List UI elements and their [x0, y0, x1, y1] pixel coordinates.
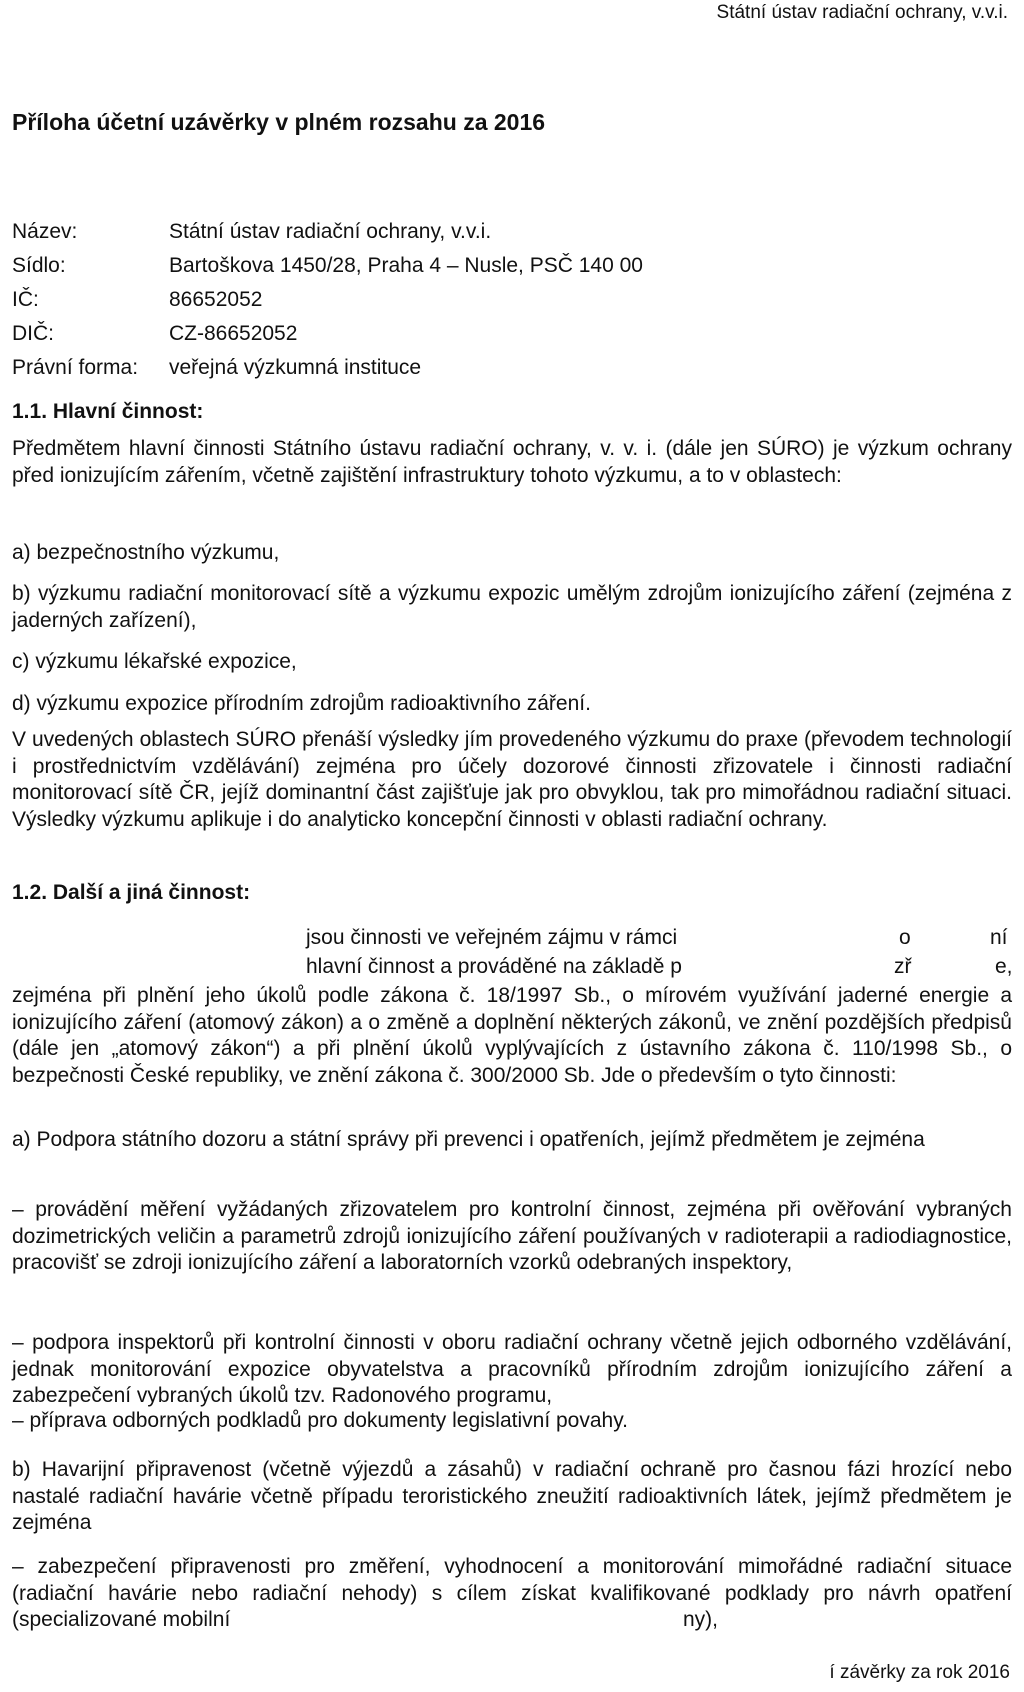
main-activity-item-b: b) výzkumu radiační monitorovací sítě a výzkumu expozic umělým zdrojům ionizujícího záření (zejména z jaderných zařízení),	[12, 582, 1012, 632]
running-header: Státní ústav radiační ochrany, v.v.i.	[716, 2, 1008, 23]
partial-text-line	[12, 926, 1012, 953]
section-heading-main-activity: 1.1. Hlavní činnost:	[12, 400, 204, 423]
other-activity-bullet: – zabezpečení připravenosti pro změření, vyhodnocení a monitorování mimořádné radiační situace (radiační havárie nebo radiační nehody) s cílem získat kvalifikované podklady pro návrh opatření (specializované mobilní	[12, 1555, 1012, 1632]
other-activity-bullet: – příprava odborných podkladů pro dokumenty legislativní povahy.	[12, 1409, 628, 1432]
other-activity-bullet: – provádění měření vyžádaných zřizovatelem pro kontrolní činnost, zejména při ověřování vybraných dozimetrických veličin a parametrů zdrojů ionizujícího záření používaných v radioterapii a radiodiagnostice, pracovišť se zdroji ionizujícího záření a laboratorních vzorků odebraných inspektory,	[12, 1198, 1012, 1275]
info-label-seat: Sídlo:	[12, 254, 66, 277]
main-activity-closing: V uvedených oblastech SÚRO přenáší výsledky jím provedeného výzkumu do praxe (převodem technologií i prostřednictvím vzdělávání) zejména pro účely dozorové činnosti zřizovatele i činnosti radiační monitorovací sítě ČR, jejíž dominantní část zajišťuje jak pro obvyklou, tak pro mimořádnou radiační situaci. Výsledky výzkumu aplikuje i do analyticko koncepční činnosti v oblasti radiační ochrany.	[12, 728, 1012, 832]
info-label-legal-form: Právní forma:	[12, 356, 139, 379]
section-heading-other-activity: 1.2. Další a jiná činnost:	[12, 881, 251, 904]
document-title: Příloha účetní uzávěrky v plném rozsahu za 2016	[12, 109, 546, 135]
partial-text-segment: jsou činnosti ve veřejném zájmu v rámci	[306, 926, 678, 949]
other-activity-item-b: b) Havarijní připravenost (včetně výjezdů a zásahů) v radiační ochraně pro časnou fázi hrozící nebo nastalé radiační havárie včetně případu teroristického zneužití radioaktivních látek, jejímž předmětem je zejména	[12, 1458, 1012, 1535]
running-footer: í závěrky za rok 2016	[829, 1662, 1010, 1683]
info-value-dic: CZ-86652052	[169, 322, 298, 345]
main-activity-item-d: d) výzkumu expozice přírodním zdrojům radioaktivního záření.	[12, 692, 591, 715]
main-activity-intro: Předmětem hlavní činnosti Státního ústavu radiační ochrany, v. v. i. (dále jen SÚRO) je výzkum ochrany před ionizujícím zářením, včetně zajištění infrastruktury tohoto výzkumu, a to v oblastech:	[12, 437, 1012, 487]
partial-text-segment: hlavní činnost a prováděné na základě p	[306, 955, 682, 978]
partial-text-segment: ní	[990, 926, 1008, 949]
info-label-dic: DIČ:	[12, 322, 54, 345]
info-value-name: Státní ústav radiační ochrany, v.v.i.	[169, 220, 492, 243]
partial-text-segment: e,	[995, 955, 1013, 978]
info-label-name: Název:	[12, 220, 78, 243]
partial-text-segment: zř	[894, 955, 912, 978]
info-value-seat: Bartoškova 1450/28, Praha 4 – Nusle, PSČ 140 00	[169, 254, 643, 277]
info-label-ic: IČ:	[12, 288, 39, 311]
main-activity-item-a: a) bezpečnostního výzkumu,	[12, 541, 280, 564]
partial-text-line	[12, 955, 1012, 982]
info-value-ic: 86652052	[169, 288, 263, 311]
info-value-legal-form: veřejná výzkumná instituce	[169, 356, 422, 379]
other-activity-bullet: – podpora inspektorů při kontrolní činnosti v oboru radiační ochrany včetně jejich odborného vzdělávání, jednak monitorování expozice obyvatelstva a pracovníků přírodním zdrojům ionizujícího záření a zabezpečení vybraných úkolů tzv. Radonového programu,	[12, 1331, 1012, 1408]
identification-block	[12, 220, 1012, 380]
other-activity-item-a: a) Podpora státního dozoru a státní správy při prevenci i opatřeních, jejímž předmětem je zejména	[12, 1128, 925, 1151]
main-activity-item-c: c) výzkumu lékařské expozice,	[12, 650, 297, 673]
other-activity-paragraph: zejména při plnění jeho úkolů podle zákona č. 18/1997 Sb., o mírovém využívání jaderné energie a ionizujícího záření (atomový zákon) a o změně a doplnění některých zákonů, ve znění pozdějších předpisů (dále jen „atomový zákon“) a při plnění úkolů vyplývajících z ústavního zákona č. 110/1998 Sb., o bezpečnosti České republiky, ve znění zákona č. 300/2000 Sb. Jde o především o tyto činnosti:	[12, 984, 1012, 1088]
partial-text-segment: ny),	[683, 1608, 719, 1631]
partial-text-segment: o	[899, 926, 911, 949]
